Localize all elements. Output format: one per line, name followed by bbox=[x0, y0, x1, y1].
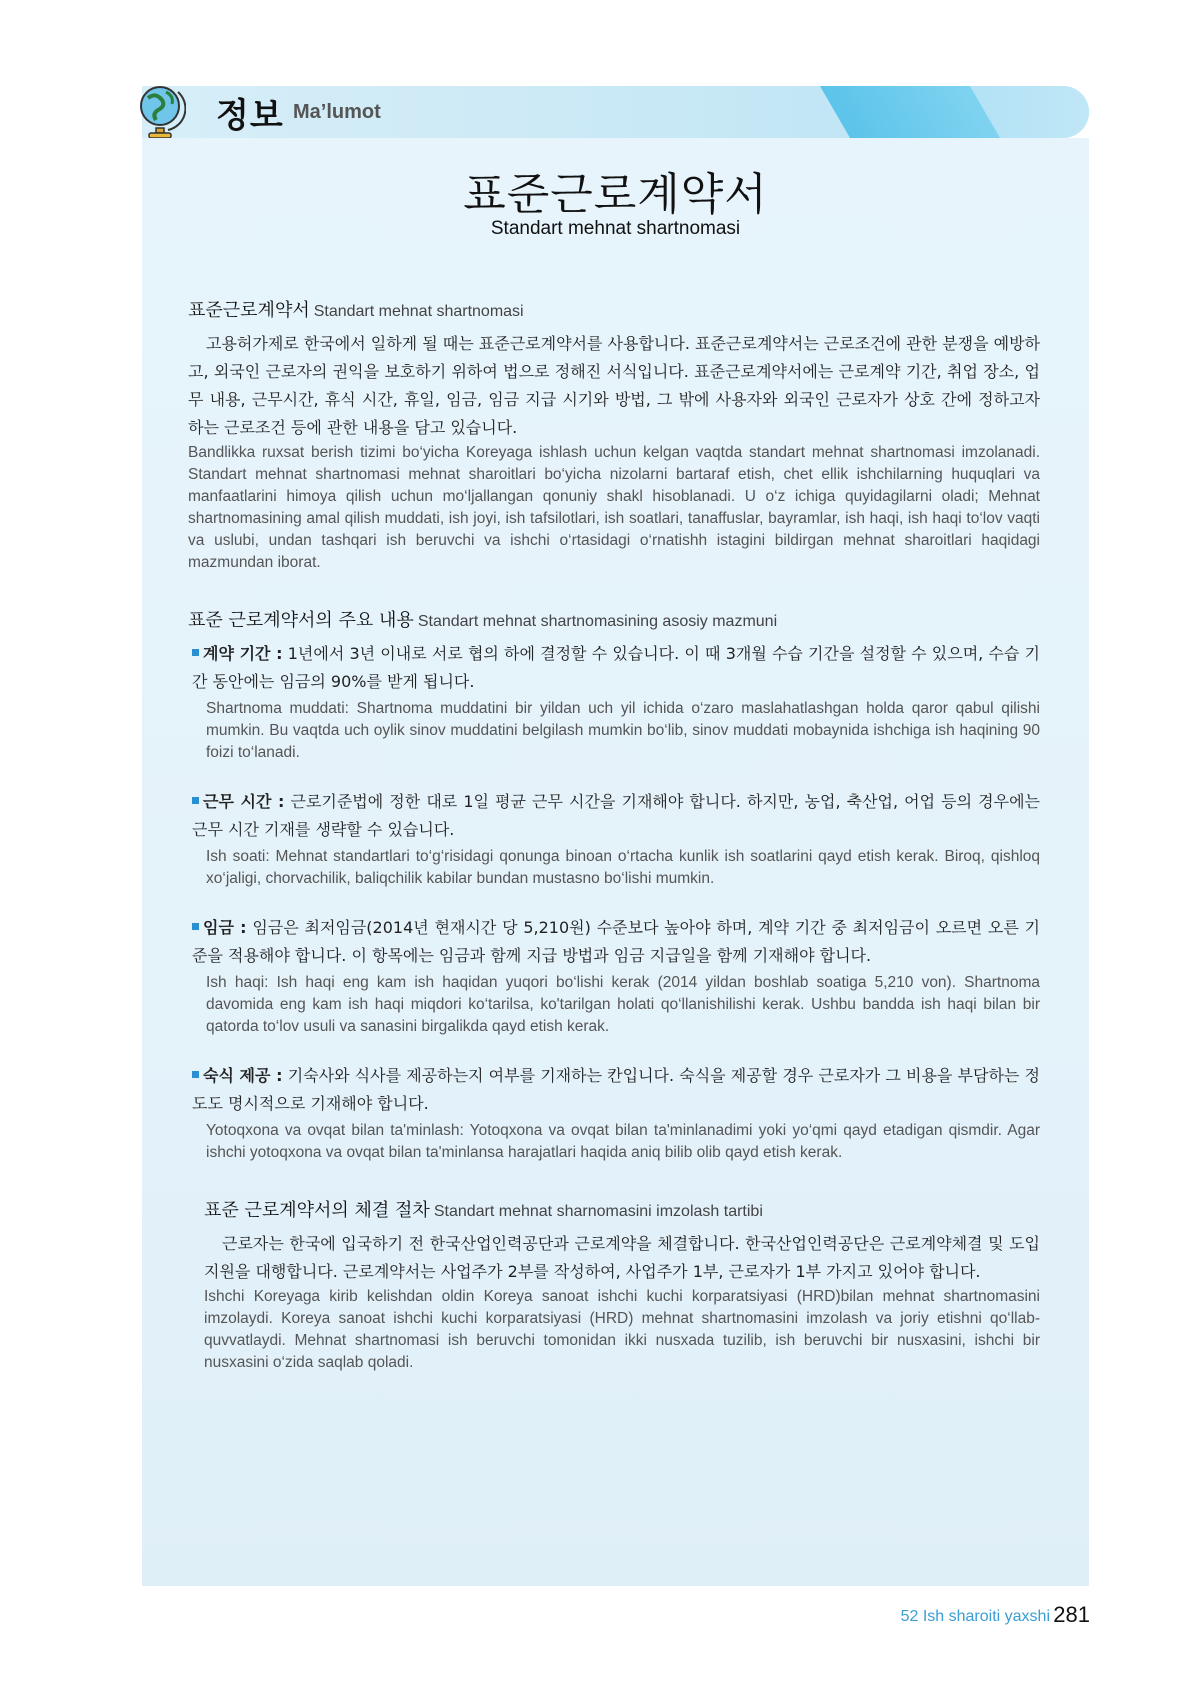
bullet-square-icon bbox=[192, 1071, 199, 1078]
item-text-ko: 근로기준법에 정한 대로 1일 평균 근무 시간을 기재해야 합니다. 하지만, 농업, 축산업, 어업 등의 경우에는 근무 시간 기재를 생략할 수 있습니다. bbox=[192, 792, 1040, 839]
globe-icon bbox=[138, 84, 186, 140]
item-label: 계약 기간 : bbox=[203, 644, 283, 663]
section-heading-ko: 표준 근로계약서의 체결 절차 bbox=[204, 1200, 430, 1221]
section-procedure bbox=[188, 1196, 1040, 1374]
header-subtitle: Ma’lumot bbox=[293, 101, 381, 123]
paragraph-ko: 근로자는 한국에 입국하기 전 한국산업인력공단과 근로계약을 체결합니다. 한국산업인력공단은 근로계약체결 및 도입지원을 대행합니다. 근로계약서는 사업주가 2부를 작성하여, 사업주가 1부, 근로자가 1부 가지고 있어야 합니다. bbox=[204, 1234, 1040, 1281]
section-heading-uz: Standart mehnat shartnomasining asosiy mazmuni bbox=[417, 613, 778, 630]
header-bar-stripe bbox=[820, 86, 1000, 138]
content bbox=[188, 296, 1040, 1374]
item-text-ko: 1년에서 3년 이내로 서로 협의 하에 결정할 수 있습니다. 이 때 3개월 수습 기간을 설정할 수 있으며, 수습 기간 동안에는 임금의 90%를 받게 됩니다. bbox=[192, 644, 1040, 691]
section-heading-uz: Standart mehnat shartnomasi bbox=[313, 303, 524, 320]
bullet-square-icon bbox=[192, 923, 199, 930]
section-heading-ko: 표준 근로계약서의 주요 내용 bbox=[188, 610, 414, 631]
item-text-ko: 기숙사와 식사를 제공하는지 여부를 기재하는 칸입니다. 숙식을 제공할 경우 근로자가 그 비용을 부담하는 정도도 명시적으로 기재해야 합니다. bbox=[192, 1066, 1040, 1113]
bullet-square-icon bbox=[192, 797, 199, 804]
page-number: 281 bbox=[1053, 1602, 1090, 1627]
bullet-square-icon bbox=[192, 649, 199, 656]
section-heading bbox=[204, 1196, 1040, 1222]
item-label: 근무 시간 : bbox=[203, 792, 285, 811]
list-item bbox=[192, 788, 1040, 890]
header-title: 정보 bbox=[216, 96, 284, 136]
section-heading bbox=[188, 296, 1040, 322]
item-text-uz: Yotoqxona va ovqat bilan ta'minlash: Yotoqxona va ovqat bilan ta'minlanadimi yoki yo‘qmi qayd etadigan qismdir. Agar ishchi yotoqxona va ovqat bilan ta'minlansa harajatlari haqida aniq bilib olib qayd etish kerak. bbox=[206, 1122, 1040, 1161]
page-title: 표준근로계약서 bbox=[463, 169, 768, 220]
item-text-ko: 임금은 최저임금(2014년 현재시간 당 5,210원) 수준보다 높아야 하며, 계약 기간 중 최저임금이 오르면 오른 기준을 적용해야 합니다. 이 항목에는 임금과 함께 지급 방법과 임금 지급일을 함께 기재해야 합니다. bbox=[192, 918, 1040, 965]
item-label: 숙식 제공 : bbox=[203, 1066, 283, 1085]
item-text-uz: Ish haqi: Ish haqi eng kam ish haqidan yuqori bo‘lishi kerak (2014 yildan boshlab soatiga 5,210 von). Shartnoma davomida eng kam ish haqi miqdori ko‘tarilsa, ko'tarilgan holati qo‘llanishilishi kerak. Ushbu bandda ish haqi bilan bir qatorda to‘lov usuli va sanasini birgalikda qayd etish kerak. bbox=[206, 974, 1040, 1035]
list-item bbox=[192, 640, 1040, 764]
list-item bbox=[192, 1062, 1040, 1164]
paragraph-ko: 고용허가제로 한국에서 일하게 될 때는 표준근로계약서를 사용합니다. 표준근로계약서는 근로조건에 관한 분쟁을 예방하고, 외국인 근로자의 권익을 보호하기 위하여 법으로 정해진 서식입니다. 표준근로계약서에는 근로계약 기간, 취업 장소, 업무 내용, 근무시간, 휴식 시간, 휴일, 임금, 임금 지급 시기와 방법, 그 밖에 사용자와 외국인 근로자가 상호 간에 정하고자 하는 근로조건 등에 관한 내용을 담고 있습니다. bbox=[188, 334, 1040, 437]
section-heading-uz: Standart mehnat sharnomasini imzolash tartibi bbox=[433, 1203, 763, 1220]
paragraph-uz: Bandlikka ruxsat berish tizimi bo‘yicha Koreyaga ishlash uchun kelgan vaqtda standart mehnat shartnomasi imzolanadi. Standart mehnat shartnomasi mehnat sharoitlari bo‘yicha nizolarni bartaraf etish, chet ellik ishchilarning huquqlari va manfaatlarini himoya qilish uchun mo‘ljallangan qonuniy shakl hisoblanadi. U o‘z ichiga quyidagilarni oladi; Mehnat shartnomasining amal qilish muddati, ish joyi, ish tafsilotlari, ish soatlari, tanaffuslar, bayramlar, ish haqi, ish haqi to‘lov vaqti va uslubi, undan tashqari ish beruvchi va ishchi o‘rtasidagi o‘rnatishh istagini bildirgan mehnat sharoitlari haqidagi mazmundan iborat. bbox=[188, 444, 1040, 571]
item-text-uz: Shartnoma muddati: Shartnoma muddatini bir yildan uch yil ichida o‘zaro maslahatlashgan holda qaror qabul qilishi mumkin. Bu vaqtda uch oylik sinov muddatini belgilash mumkin bo‘lib, sinov muddati mobaynida ishchiga ish haqining 90 foizi to‘lanadi. bbox=[206, 700, 1040, 761]
list-item bbox=[192, 914, 1040, 1038]
paragraph-uz: Ishchi Koreyaga kirib kelishdan oldin Koreya sanoat ishchi kuchi korparatsiyasi (HRD)bilan mehnat shartnomasini imzolaydi. Koreya sanoat ishchi kuchi korparatsiyasi (HRD) mehnat shartnomasini imzolash va joriy etishni qo‘llab-quvvatlaydi. Mehnat shartnomasi ish beruvchi tomonidan ikki nusxada tuzilib, ish beruvchi bir nusxasini, ishchi bir nusxasini o‘zida saqlab qoladi. bbox=[204, 1288, 1040, 1371]
footer-chapter: 52 Ish sharoiti yaxshi bbox=[900, 1608, 1050, 1625]
section-heading bbox=[188, 606, 1040, 632]
section-heading-ko: 표준근로계약서 bbox=[188, 300, 310, 321]
item-label: 임금 : bbox=[203, 918, 247, 937]
item-text-uz: Ish soati: Mehnat standartlari to‘g‘risidagi qonunga binoan o‘rtacha kunlik ish soatlarini qayd etish kerak. Biroq, qishloq xo‘jaligi, chorvachilik, baliqchilik kabilar bundan mustasno bo‘lishi mumkin. bbox=[206, 848, 1040, 887]
page-subtitle: Standart mehnat shartnomasi bbox=[490, 218, 741, 239]
